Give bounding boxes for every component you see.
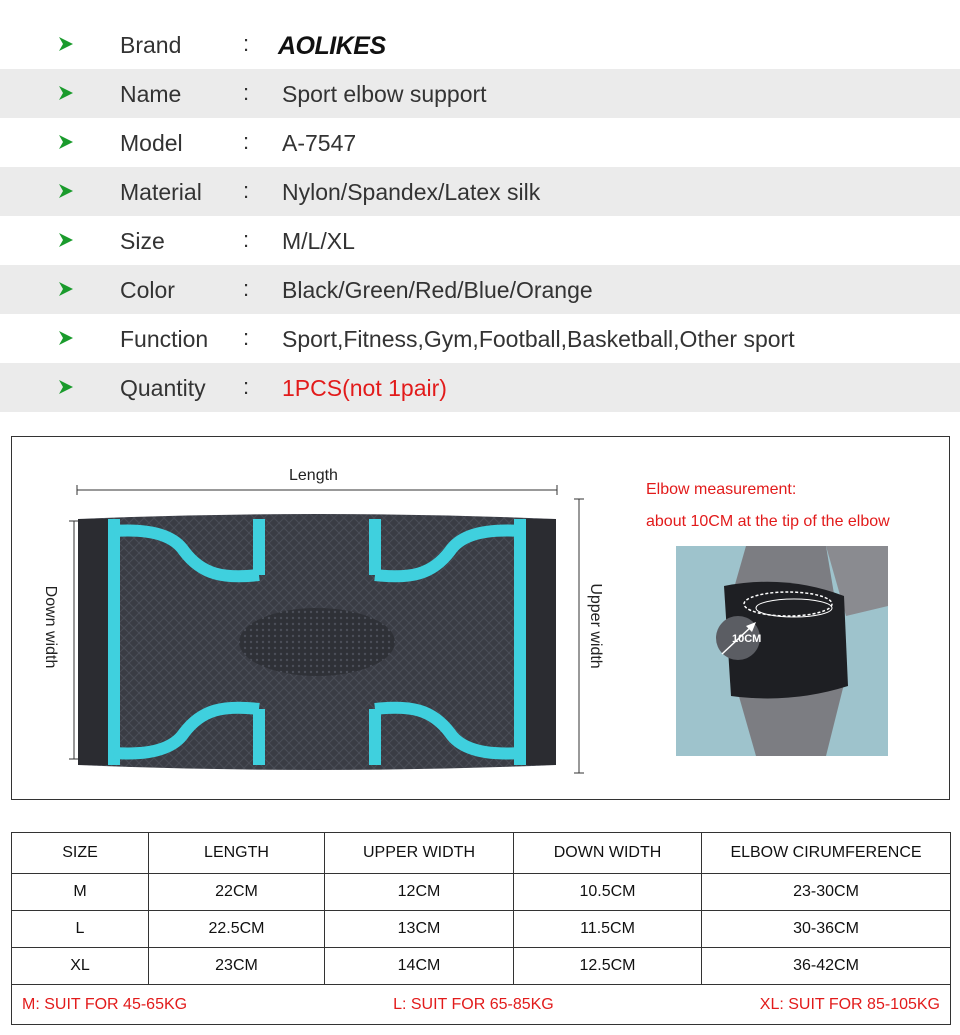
spec-label: Size — [120, 228, 165, 254]
table-cell: 36-42CM — [702, 948, 951, 985]
spec-label: Function — [120, 326, 209, 352]
arrow-right-icon — [57, 84, 75, 102]
table-cell: 22.5CM — [149, 911, 325, 948]
arrow-right-icon — [57, 329, 75, 347]
arrow-right-icon — [57, 231, 75, 249]
spec-label: Model — [120, 130, 183, 156]
spec-colon: : — [243, 178, 250, 203]
upper-width-dimension-line — [572, 495, 586, 777]
table-row — [12, 911, 951, 948]
spec-list — [0, 20, 960, 412]
arrow-right-icon — [57, 378, 75, 396]
table-header: DOWN WIDTH — [514, 833, 702, 874]
table-cell: M — [12, 874, 149, 911]
table-cell: L — [12, 911, 149, 948]
table-cell: 23CM — [149, 948, 325, 985]
weight-note-l: L: SUIT FOR 65-85KG — [393, 995, 554, 1013]
arrow-right-icon — [57, 182, 75, 200]
down-width-label: Down width — [42, 585, 59, 669]
table-header-row — [12, 833, 951, 874]
table-cell: 14CM — [325, 948, 514, 985]
weight-note-xl: XL: SUIT FOR 85-105KG — [759, 995, 940, 1013]
measurement-title: Elbow measurement: — [646, 481, 797, 498]
arrow-right-icon — [57, 280, 75, 298]
spec-row-function — [0, 314, 960, 363]
table-header: UPPER WIDTH — [325, 833, 514, 874]
upper-width-label: Upper width — [587, 583, 604, 669]
spec-label: Brand — [120, 32, 182, 58]
spec-colon: : — [243, 129, 250, 154]
weight-notes — [12, 985, 951, 1025]
spec-row-brand — [0, 20, 960, 69]
table-cell: 12.5CM — [514, 948, 702, 985]
arrow-right-icon — [57, 35, 75, 53]
table-cell: 23-30CM — [702, 874, 951, 911]
size-table — [11, 832, 951, 1025]
table-cell: 13CM — [325, 911, 514, 948]
product-diagram — [11, 436, 950, 800]
spec-value: Sport elbow support — [282, 81, 487, 107]
spec-value: Nylon/Spandex/Latex silk — [282, 179, 541, 205]
table-cell: 11.5CM — [514, 911, 702, 948]
knee-measurement-photo — [676, 546, 888, 756]
measurement-detail: about 10CM at the tip of the elbow — [646, 513, 890, 530]
spec-row-quantity — [0, 363, 960, 412]
table-cell: 12CM — [325, 874, 514, 911]
table-cell: 10.5CM — [514, 874, 702, 911]
spec-colon: : — [243, 276, 250, 301]
spec-value: Sport,Fitness,Gym,Football,Basketball,Other sport — [282, 326, 795, 352]
spec-colon: : — [243, 325, 250, 350]
spec-colon: : — [243, 374, 250, 399]
arrow-right-icon — [57, 133, 75, 151]
spec-row-size — [0, 216, 960, 265]
spec-value: M/L/XL — [282, 228, 355, 254]
table-header: SIZE — [12, 833, 149, 874]
spec-label: Material — [120, 179, 202, 205]
photo-10cm-label: 10CM — [732, 633, 762, 645]
svg-text:AOLIKES: AOLIKES — [278, 32, 386, 60]
spec-label: Color — [120, 277, 175, 303]
table-row — [12, 948, 951, 985]
table-header: LENGTH — [149, 833, 325, 874]
spec-label: Name — [120, 81, 182, 107]
length-label: Length — [289, 467, 338, 484]
spec-row-material — [0, 167, 960, 216]
spec-label: Quantity — [120, 375, 206, 401]
length-dimension-line — [72, 483, 562, 497]
spec-colon: : — [243, 80, 250, 105]
table-header: ELBOW CIRUMFERENCE — [702, 833, 951, 874]
table-cell: XL — [12, 948, 149, 985]
spec-row-color — [0, 265, 960, 314]
table-cell: 30-36CM — [702, 911, 951, 948]
weight-note-m: M: SUIT FOR 45-65KG — [22, 995, 188, 1013]
spec-colon: : — [243, 227, 250, 252]
spec-row-name — [0, 69, 960, 118]
elbow-sleeve-image — [74, 513, 560, 771]
brand-logo — [278, 31, 386, 60]
spec-colon: : — [243, 31, 250, 56]
table-row — [12, 874, 951, 911]
spec-value: A-7547 — [282, 130, 357, 156]
spec-row-model — [0, 118, 960, 167]
spec-value-highlight: 1PCS(not 1pair) — [282, 375, 447, 401]
table-notes-row — [12, 985, 951, 1025]
table-cell: 22CM — [149, 874, 325, 911]
spec-value: Black/Green/Red/Blue/Orange — [282, 277, 593, 303]
